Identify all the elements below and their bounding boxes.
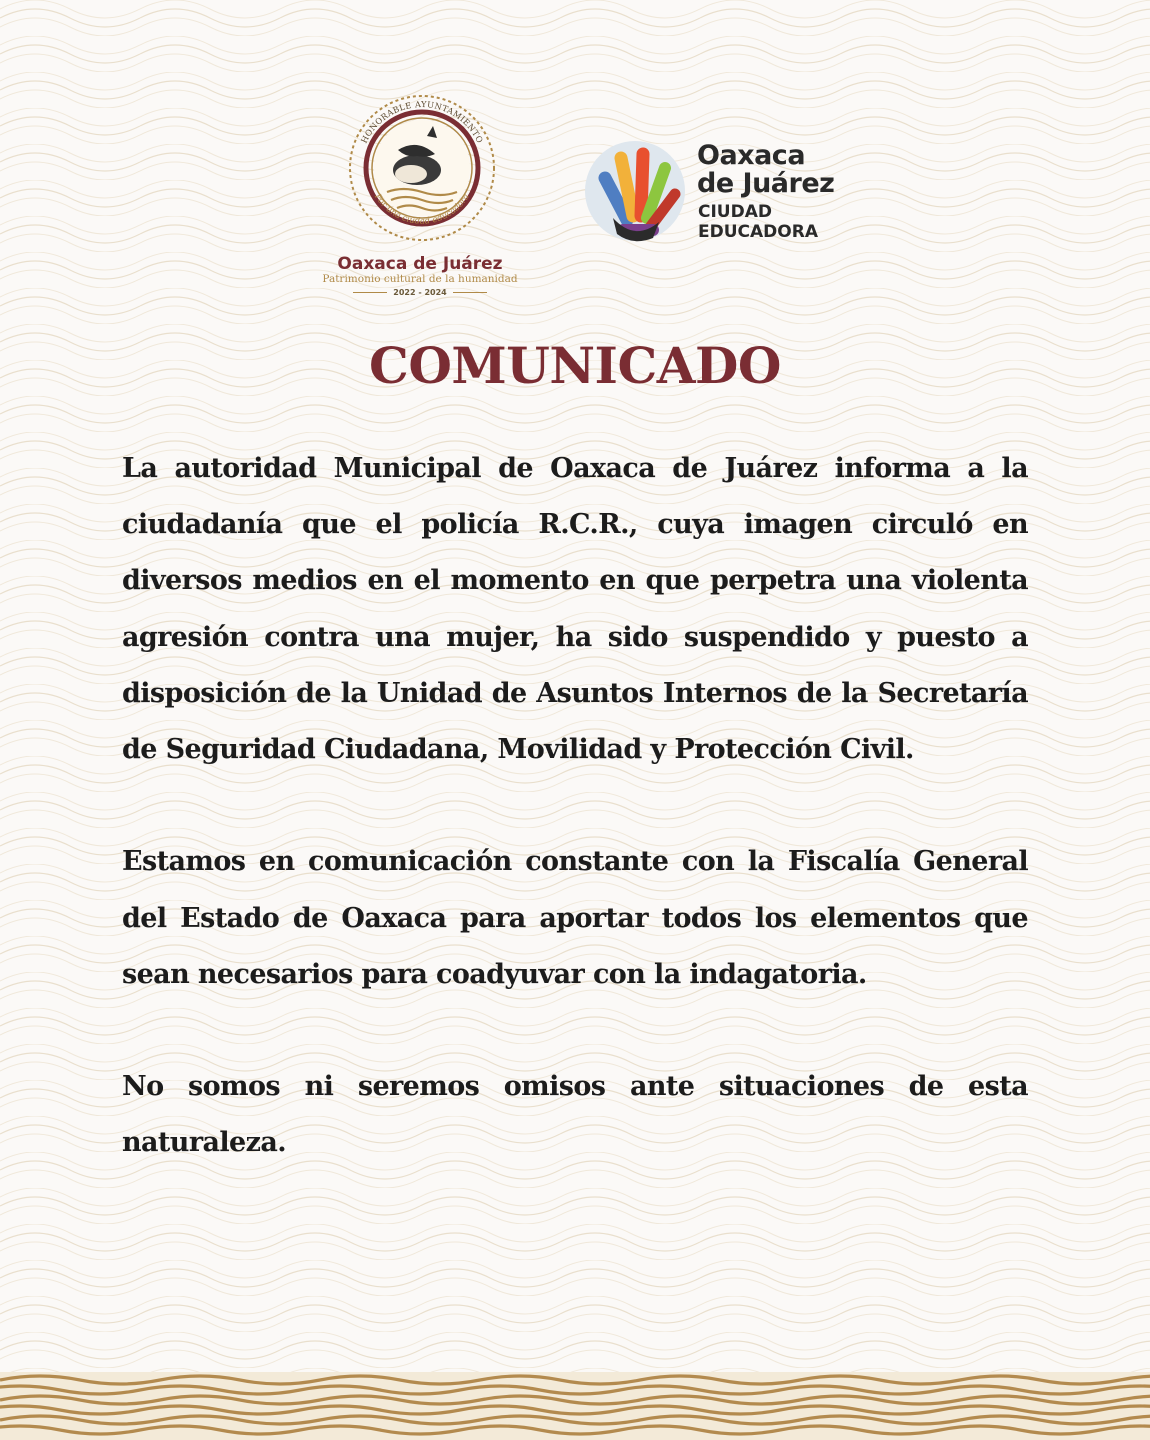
seal-arc-top-text: HONORABLE AYUNTAMIENTO xyxy=(358,98,486,145)
seal-years: 2022 - 2024 xyxy=(300,288,540,297)
colorful-hands-icon xyxy=(583,138,689,244)
paragraph-1: La autoridad Municipal de Oaxaca de Juárez informa a la ciudadanía que el policía R.C.R., cuya imagen circuló en diversos medios en el momento en que perpetra una violenta agresión contra una mujer, ha sido suspendido y puesto a disposición de la Unidad de Asuntos Internos de la Secretaría de Seguridad Ciudadana, Movilidad y Protección Civil. xyxy=(122,453,1028,766)
document-title: COMUNICADO xyxy=(369,336,781,395)
seal-subtitle: Patrimonio cultural de la humanidad xyxy=(322,273,518,285)
edu-logo-line4: EDUCADORA xyxy=(698,222,818,242)
edu-logo-line1: Oaxaca xyxy=(697,140,806,171)
seal-title: Oaxaca de Juárez xyxy=(337,254,503,274)
edu-logo-line3: CIUDAD xyxy=(698,202,772,222)
seal-arc-bottom-text: Por una ciudad educadora xyxy=(372,192,472,227)
edu-logo-line2: de Juárez xyxy=(697,168,835,199)
paragraph-3: No somos ni seremos omisos ante situaciones de esta naturaleza. xyxy=(122,1071,1028,1159)
seal-emblem-icon xyxy=(343,88,501,248)
ciudad-educadora-logo xyxy=(583,138,863,248)
document-body xyxy=(122,441,1028,1172)
paragraph-2: Estamos en comunicación constante con la Fiscalía General del Estado de Oaxaca para aportar todos los elementos que sean necesarios para coadyuvar con la indagatoria. xyxy=(122,846,1028,990)
municipal-seal-logo xyxy=(300,88,540,303)
